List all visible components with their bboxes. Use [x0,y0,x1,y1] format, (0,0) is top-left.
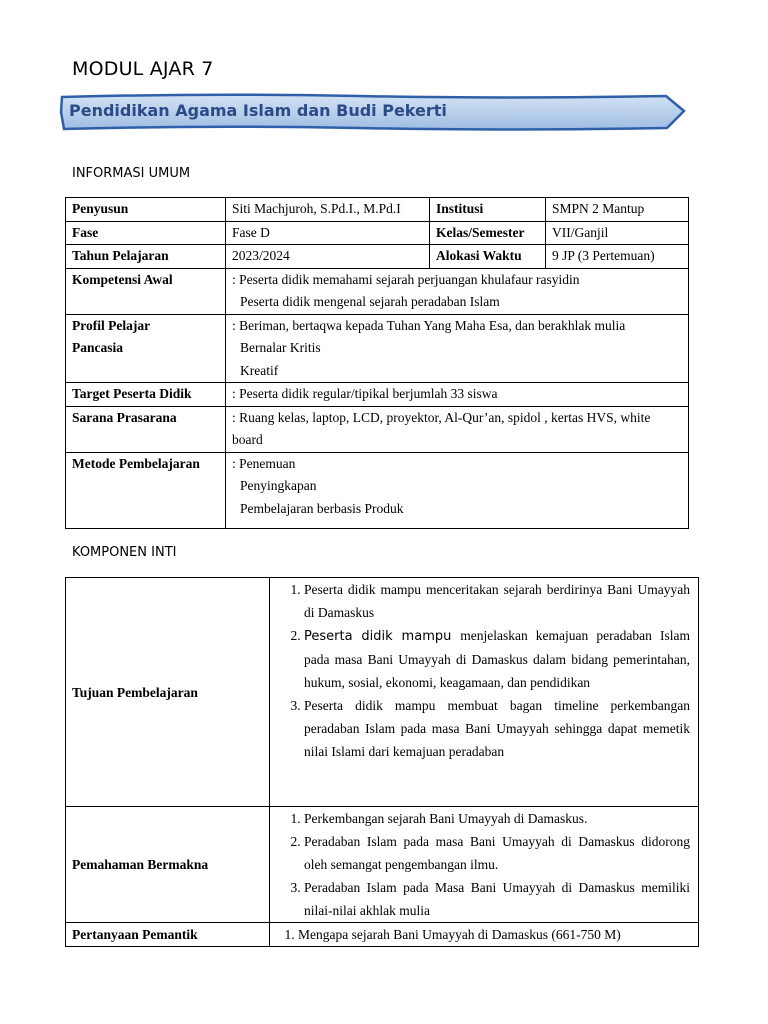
pemahaman-item: 1. Perkembangan sejarah Bani Umayyah di Damaskus. [304,807,692,830]
kelas-label: Kelas/Semester [430,221,546,245]
pemahaman-item: 3. Peradaban Islam pada Masa Bani Umayyah di Damaskus memiliki nilai-nilai akhlak mulia [304,876,692,922]
metode-line: Penyingkapan [240,478,317,493]
penyusun-value: Siti Machjuroh, S.Pd.I., M.Pd.I [226,198,430,222]
sarana-label: Sarana Prasarana [66,406,226,452]
tujuan-item-rest: menjelaskan kemajuan peradaban Islam pada masa Bani Umayyah di Damaskus dalam bidang pemerintahan, hukum, sosial, ekonomi, keagamaan, dan pendidikan [304,628,690,690]
target-value: : Peserta didik regular/tipikal berjumlah 33 siswa [226,383,689,407]
tujuan-list [276,578,692,763]
alokasi-value: 9 JP (3 Pertemuan) [546,245,689,269]
pemahaman-value [270,807,699,923]
table-row [66,198,689,222]
metode-line: : Penemuan [232,455,296,471]
metode-line: Pembelajaran berbasis Produk [240,500,404,516]
tujuan-value [270,578,699,807]
alokasi-label: Alokasi Waktu [430,245,546,269]
institusi-label: Institusi [430,198,546,222]
pemahaman-item: 2. Peradaban Islam pada masa Bani Umayyah di Damaskus didorong oleh semangat pengembangan ilmu. [304,830,692,876]
pertanyaan-item: 1. Mengapa sejarah Bani Umayyah di Damaskus (661-750 M) [298,923,692,946]
table-row [66,406,689,452]
metode-label: Metode Pembelajaran [66,452,226,529]
profil-label-line: Pancasia [72,340,124,355]
kompetensi-label: Kompetensi Awal [66,268,226,314]
profil-value [226,314,689,383]
kompetensi-line: Peserta didik mengenal sejarah peradaban Islam [240,294,500,309]
fase-label: Fase [66,221,226,245]
profil-line: Bernalar Kritis [240,340,321,355]
metode-value [226,452,689,529]
subject-banner [58,92,688,132]
table-row [66,221,689,245]
profil-line: Kreatif [240,362,279,378]
penyusun-label: Penyusun [66,198,226,222]
tahun-label: Tahun Pelajaran [66,245,226,269]
tujuan-item: 1. Peserta didik mampu menceritakan sejarah berdirinya Bani Umayyah di Damaskus [304,578,692,624]
profil-label [66,314,226,383]
table-row [66,452,689,529]
komponen-inti-table [65,577,699,947]
profil-line: : Beriman, bertaqwa kepada Tuhan Yang Maha Esa, dan berakhlak mulia [232,317,626,333]
institusi-value: SMPN 2 Mantup [546,198,689,222]
section-heading-informasi-umum: INFORMASI UMUM [72,166,191,181]
document-title: MODUL AJAR 7 [72,58,214,80]
target-label: Target Peserta Didik [66,383,226,407]
table-row [66,807,699,923]
tujuan-item: 3. Peserta didik mampu membuat bagan timeline perkembangan peradaban Islam pada masa Bani Umayyah sehingga dapat memetik nilai Islami dari kemajuan peradaban [304,694,692,763]
sarana-value: : Ruang kelas, laptop, LCD, proyektor, Al-Qur’an, spidol , kertas HVS, white board [226,406,689,452]
kelas-value: VII/Ganjil [546,221,689,245]
tujuan-label: Tujuan Pembelajaran [66,578,270,807]
pertanyaan-value [270,923,699,947]
tujuan-item [304,624,692,694]
pemahaman-list [276,807,692,922]
table-row [66,578,699,807]
pertanyaan-list [276,923,692,946]
table-row [66,923,699,947]
tahun-value: 2023/2024 [226,245,430,269]
table-row [66,268,689,314]
kompetensi-line: : Peserta didik memahami sejarah perjuangan khulafaur rasyidin [232,271,580,287]
fase-value: Fase D [226,221,430,245]
table-row [66,245,689,269]
informasi-umum-table [65,197,689,529]
table-row [66,314,689,383]
banner-title: Pendidikan Agama Islam dan Budi Pekerti [69,101,447,120]
kompetensi-value [226,268,689,314]
pemahaman-label: Pemahaman Bermakna [66,807,270,923]
profil-label-line: Profil Pelajar [72,317,151,333]
section-heading-komponen-inti: KOMPONEN INTI [72,545,177,560]
pertanyaan-label: Pertanyaan Pemantik [66,923,270,947]
tujuan-item-lead: Peserta didik mampu [304,629,461,644]
table-row [66,383,689,407]
